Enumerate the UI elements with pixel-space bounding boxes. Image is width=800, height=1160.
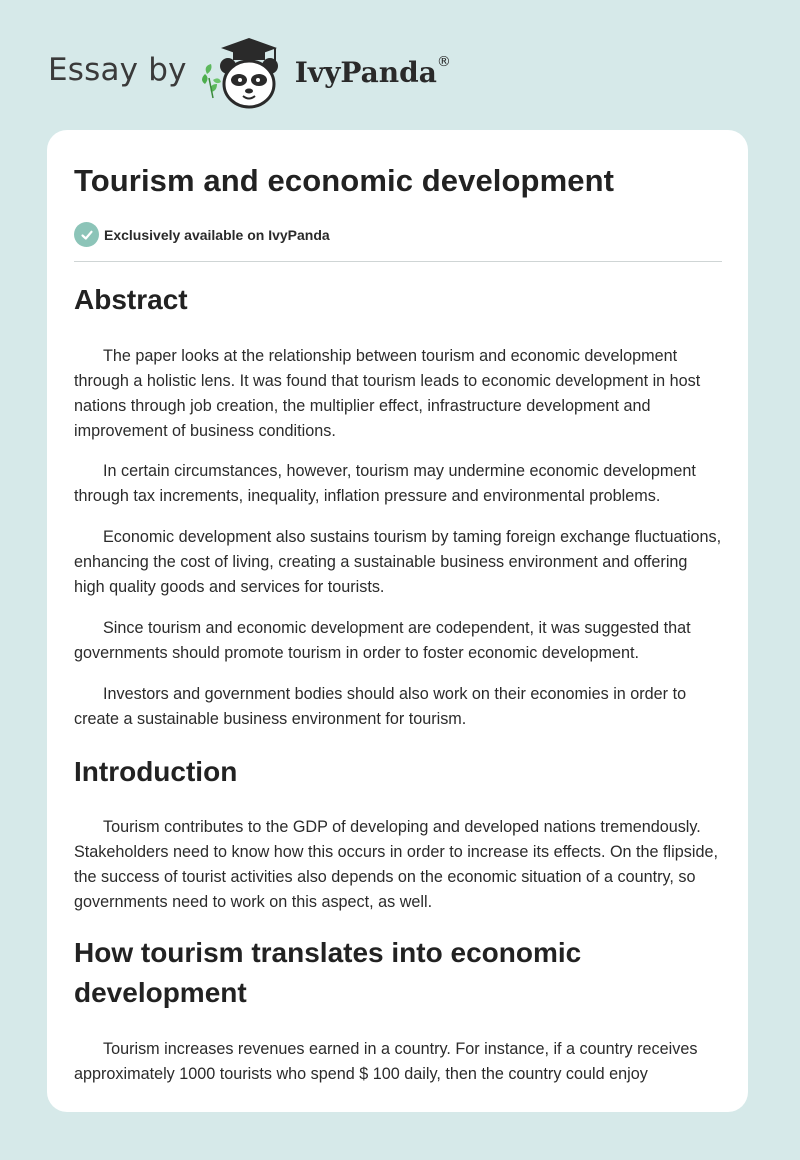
article-body [74,280,722,1087]
exclusive-badge-label: Exclusively available on IvyPanda [104,226,330,243]
paragraph: The paper looks at the relationship between tourism and economic development through a holistic lens. It was found that tourism leads to economic development in host nations through job creation, the multiplier effect, infrastructure development and improvement of business conditions. [74,347,701,440]
title-divider [74,261,722,262]
brand-name[interactable] [294,53,451,89]
registered-mark: ® [436,53,451,70]
section-heading-abstract: Abstract [74,284,188,315]
page-title: Tourism and economic development [74,163,615,198]
panda-logo-icon[interactable] [201,34,291,114]
paragraph: Investors and government bodies should also work on their economies in order to create a sustainable business environment for tourism. [74,685,687,728]
essay-by-label: Essay by [48,52,187,88]
brand-text: IvyPanda [294,55,437,89]
exclusive-badge [74,222,330,247]
site-header [48,34,451,114]
paragraph: In certain circumstances, however, tourism may undermine economic development through tax increments, inequality, inflation pressure and environmental problems. [74,462,696,505]
article-card [47,130,748,1112]
paragraph: Since tourism and economic development are codependent, it was suggested that governments should promote tourism in order to foster economic development. [74,619,691,662]
paragraph: Economic development also sustains tourism by taming foreign exchange fluctuations, enhancing the cost of living, creating a sustainable business environment and offering high quality goods and services for tourists. [74,528,722,596]
check-icon [74,222,99,247]
paragraph: Tourism contributes to the GDP of developing and developed nations tremendously. Stakeholders need to know how this occurs in order to increase its effects. On the flipside, the success of tourist activities also depends on the economic situation of a country, so governments need to work on this aspect, as well. [74,818,718,911]
section-heading-introduction: Introduction [74,756,238,787]
section-heading-how-tourism: How tourism translates into economic development [74,937,582,1008]
paragraph: Tourism increases revenues earned in a country. For instance, if a country receives approximately 1000 tourists who spend $ 100 daily, then the country could enjoy [74,1040,698,1083]
